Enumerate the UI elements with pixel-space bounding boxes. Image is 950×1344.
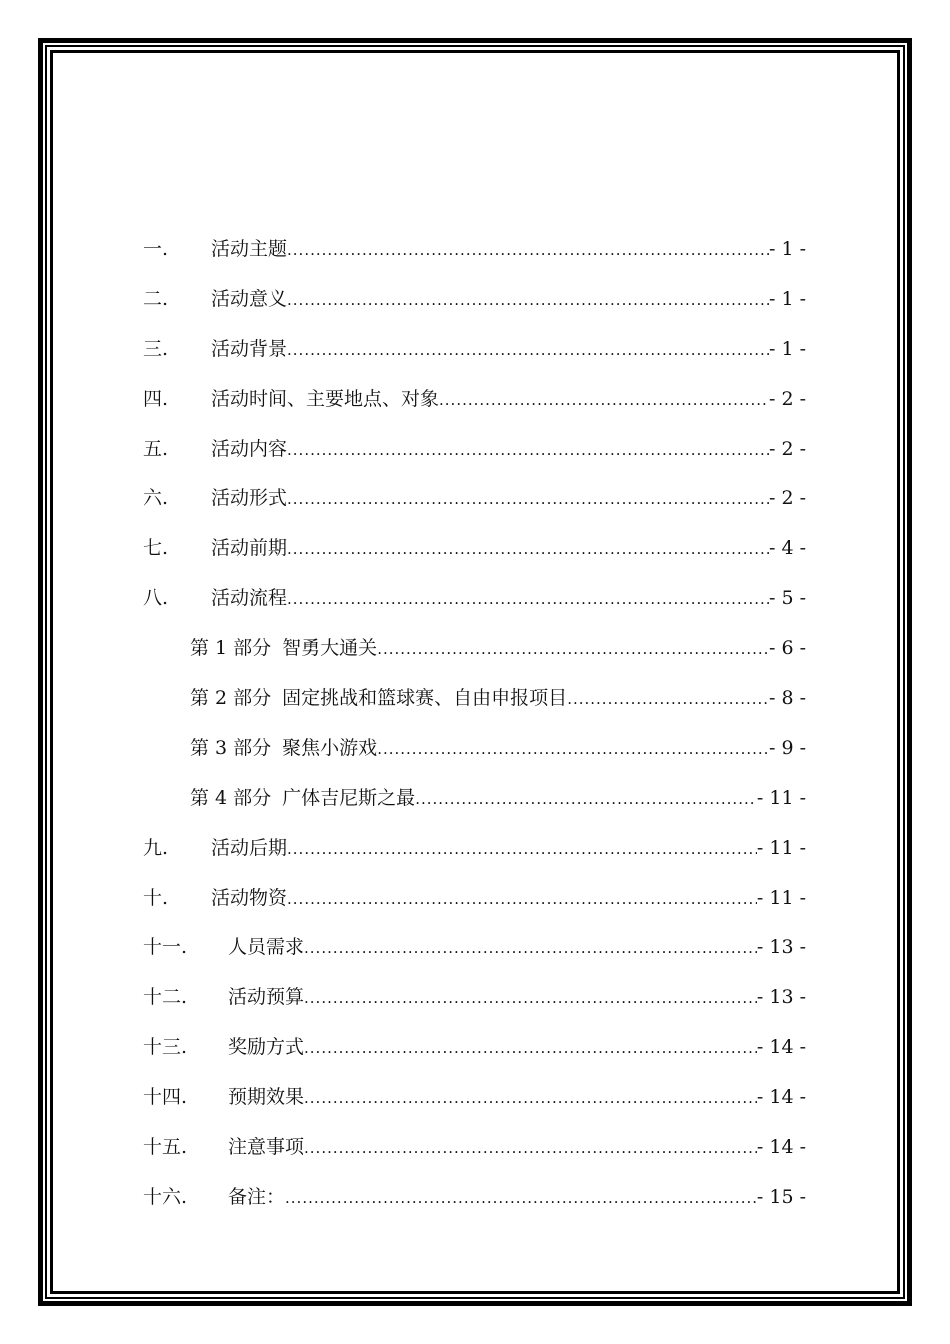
toc-entry-title: 备注： — [228, 1185, 286, 1208]
dot-leader — [287, 283, 769, 317]
dot-leader — [304, 1081, 757, 1115]
toc-entry[interactable] — [143, 531, 806, 581]
toc-entry-title: 活动内容 — [211, 437, 288, 460]
toc-entry-title: 活动流程 — [211, 587, 288, 610]
toc-entry[interactable] — [143, 930, 806, 980]
toc-entry-title: 活动后期 — [211, 836, 288, 859]
toc-entry-number: 十. — [143, 886, 169, 909]
toc-entry-page: - 13 - — [756, 936, 806, 959]
toc-subentry-title: 聚焦小游戏 — [282, 736, 378, 759]
dot-leader — [304, 1131, 757, 1165]
dot-leader — [285, 1181, 757, 1215]
toc-entry-page: - 2 - — [768, 487, 806, 510]
toc-entry-title: 活动预算 — [228, 986, 305, 1009]
toc-entry-page: - 1 - — [768, 337, 806, 360]
dot-leader — [377, 732, 769, 766]
toc-entry[interactable] — [143, 432, 806, 482]
toc-subentry-number: 第 3 部分 — [190, 736, 272, 759]
toc-entry-number: 三. — [143, 337, 169, 360]
dot-leader — [304, 931, 757, 965]
toc-entry-page: - 1 - — [768, 287, 806, 310]
toc-entry-page: - 4 - — [768, 537, 806, 560]
toc-entry-title: 活动时间、主要地点、对象 — [211, 387, 440, 410]
dot-leader — [377, 632, 769, 666]
dot-leader — [287, 333, 769, 367]
toc-entry[interactable] — [143, 980, 806, 1030]
toc-entry-page: - 13 - — [756, 986, 806, 1009]
toc-subentry-title: 固定挑战和篮球赛、自由申报项目 — [282, 687, 568, 710]
toc-entry-number: 十六. — [143, 1185, 188, 1208]
toc-entry-number: 九. — [143, 836, 169, 859]
toc-entry-page: - 14 - — [756, 1136, 806, 1159]
toc-entry[interactable] — [143, 1030, 806, 1080]
toc-entry-number: 十五. — [143, 1136, 188, 1159]
toc-entry-title: 活动背景 — [211, 337, 288, 360]
toc-entry-page: - 14 - — [756, 1036, 806, 1059]
toc-subentry-page: - 9 - — [768, 736, 806, 759]
toc-entry-number: 十三. — [143, 1036, 188, 1059]
dot-leader — [287, 482, 769, 516]
toc-entry-number: 十四. — [143, 1086, 188, 1109]
toc-entry-page: - 11 - — [756, 886, 806, 909]
toc-subentry-title: 广体吉尼斯之最 — [282, 786, 416, 809]
toc-subentry-number: 第 4 部分 — [190, 786, 272, 809]
toc-entry[interactable] — [143, 881, 806, 931]
toc-entry[interactable] — [143, 282, 806, 332]
toc-entry-page: - 14 - — [756, 1086, 806, 1109]
toc-entry[interactable] — [143, 1130, 806, 1180]
toc-subentry-number: 第 2 部分 — [190, 687, 272, 710]
dot-leader — [287, 233, 769, 267]
toc-entry-number: 十一. — [143, 936, 188, 959]
dot-leader — [287, 433, 769, 467]
toc-entry[interactable] — [143, 1080, 806, 1130]
toc-subentry-page: - 8 - — [768, 687, 806, 710]
toc-entry[interactable] — [143, 382, 806, 432]
toc-subentry[interactable] — [143, 631, 806, 681]
toc-entry-title: 预期效果 — [228, 1086, 305, 1109]
toc-entry-title: 活动意义 — [211, 287, 288, 310]
dot-leader — [304, 1031, 757, 1065]
toc-entry-number: 十二. — [143, 986, 188, 1009]
toc-entry-title: 奖励方式 — [228, 1036, 305, 1059]
dot-leader — [287, 882, 757, 916]
toc-subentry[interactable] — [143, 681, 806, 731]
toc-subentry-page: - 11 - — [756, 786, 806, 809]
toc-entry-number: 一. — [143, 238, 169, 260]
toc-entry-title: 活动形式 — [211, 487, 288, 510]
toc-entry-number: 五. — [143, 437, 169, 460]
toc-subentry-page: - 6 - — [768, 637, 806, 660]
toc-entry-number: 八. — [143, 587, 169, 610]
toc-entry-title: 人员需求 — [228, 936, 305, 959]
toc-entry-number: 六. — [143, 487, 169, 510]
toc-entry-page: - 5 - — [768, 587, 806, 610]
table-of-contents — [143, 232, 806, 1230]
toc-entry-title: 活动前期 — [211, 537, 288, 560]
dot-leader — [415, 782, 757, 816]
toc-entry[interactable] — [143, 581, 806, 631]
toc-subentry[interactable] — [143, 731, 806, 781]
toc-entry[interactable] — [143, 232, 806, 282]
dot-leader — [287, 832, 757, 866]
toc-subentry[interactable] — [143, 781, 806, 831]
toc-entry-page: - 11 - — [756, 836, 806, 859]
dot-leader — [287, 532, 769, 566]
toc-entry-title: 注意事项 — [228, 1136, 305, 1159]
toc-subentry-number: 第 1 部分 — [190, 637, 272, 660]
toc-entry-page: - 15 - — [756, 1185, 806, 1208]
toc-entry-number: 二. — [143, 287, 169, 310]
toc-entry-title: 活动主题 — [211, 238, 288, 260]
dot-leader — [304, 981, 757, 1015]
toc-entry-title: 活动物资 — [211, 886, 288, 909]
dot-leader — [287, 582, 769, 616]
toc-entry-page: - 2 - — [768, 387, 806, 410]
dot-leader — [439, 383, 769, 417]
toc-entry-number: 七. — [143, 537, 169, 560]
toc-entry-page: - 1 - — [768, 238, 806, 260]
toc-subentry-title: 智勇大通关 — [282, 637, 378, 660]
toc-entry[interactable] — [143, 481, 806, 531]
toc-entry[interactable] — [143, 831, 806, 881]
toc-entry[interactable] — [143, 1180, 806, 1230]
toc-entry-number: 四. — [143, 387, 169, 410]
dot-leader — [567, 682, 769, 716]
toc-entry-page: - 2 - — [768, 437, 806, 460]
toc-entry[interactable] — [143, 332, 806, 382]
